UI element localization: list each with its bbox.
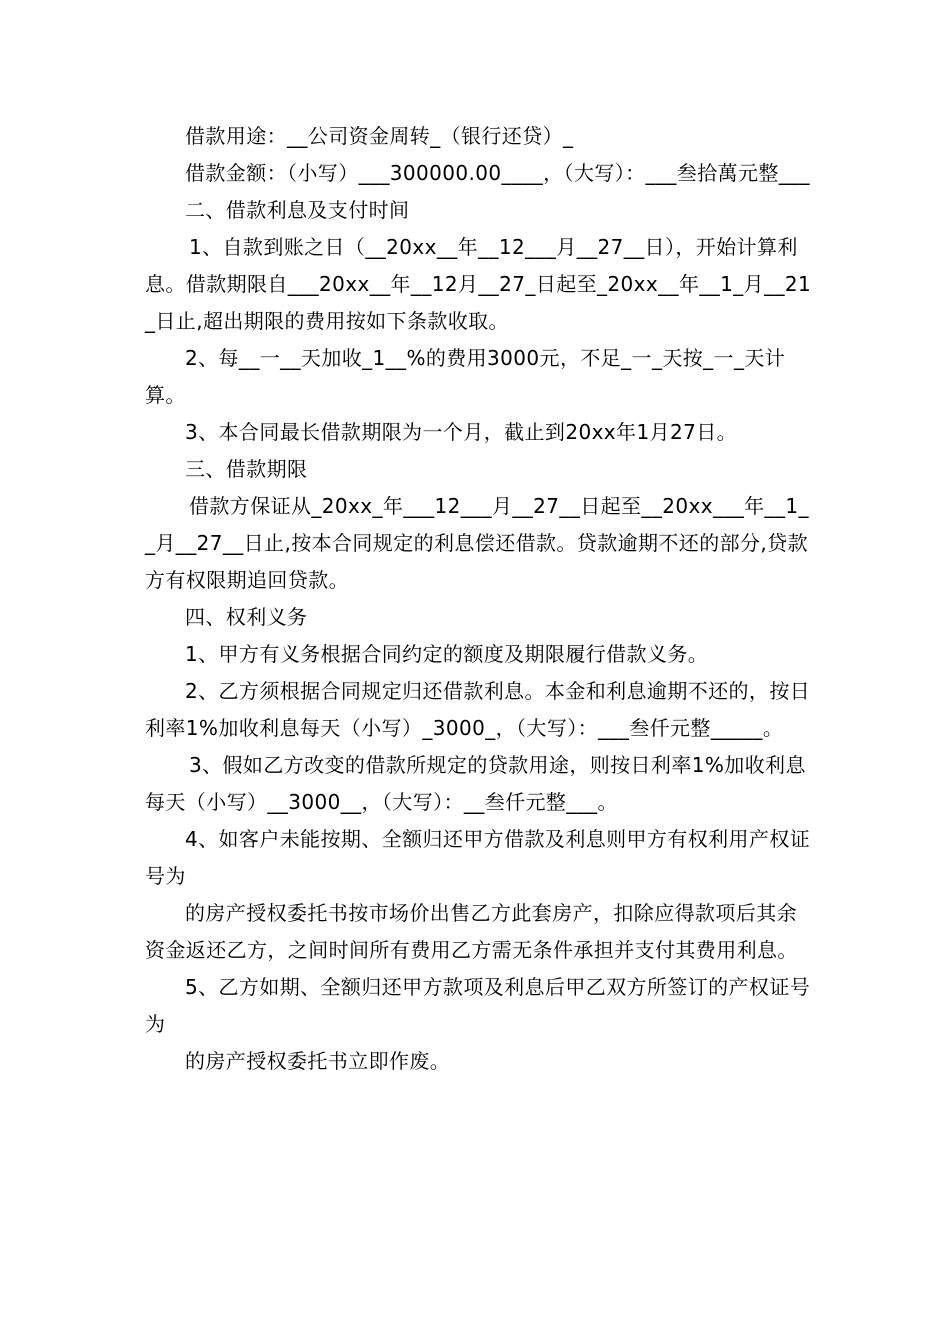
paragraph-party-b-repayment: 2、乙方须根据合同规定归还借款利息。本金和利息逾期不还的，按日利率1%加收利息每天（小写）_3000_，（大写）：___叁仟元整_____。 [145, 679, 811, 740]
paragraph-loan-purpose: 借款用途：__公司资金周转_（银行还贷）_ [185, 124, 574, 148]
paragraph-default-clause: 4、如客户未能按期、全额归还甲方借款及利息则甲方有权利用产权证号为 [145, 827, 811, 888]
paragraph-loan-amount: 借款金额：（小写）___300000.00____，（大写）：___叁拾萬元整___ [185, 161, 810, 185]
section-heading-rights: 四、权利义务 [185, 605, 308, 629]
paragraph-max-term: 3、本合同最长借款期限为一个月，截止到20xx年1月27日。 [185, 420, 738, 444]
paragraph-daily-fee: 2、每__一__天加收_1__%的费用3000元，不足_一_天按_一_天计算。 [145, 346, 786, 407]
paragraph-interest-start: 1、自款到账之日（__20xx__年__12___月__27__日），开始计算利息。借款期限自___20xx__年__12月__27_日起至_20xx__年__1_月__21_日止,超出期限的费用按如下条款收取。 [145, 235, 812, 333]
paragraph-authorization-void: 的房产授权委托书立即作废。 [185, 1049, 451, 1073]
paragraph-property-sale: 的房产授权委托书按市场价出售乙方此套房产，扣除应得款项后其余资金返还乙方，之间时间所有费用乙方需无条件承担并支付其费用利息。 [145, 901, 798, 962]
paragraph-party-a-obligation: 1、甲方有义务根据合同约定的额度及期限履行借款义务。 [185, 642, 709, 666]
paragraph-purpose-change: 3、假如乙方改变的借款所规定的贷款用途，则按日利率1%加收利息每天（小写）__3000__，（大写）：__叁仟元整___。 [145, 753, 806, 814]
paragraph-borrower-guarantee: 借款方保证从_20xx_年___12___月__27__日起至__20xx___年__1__月__27__日止,按本合同规定的利息偿还借款。贷款逾期不还的部分,贷款方有权限期追回贷款。 [145, 494, 809, 592]
paragraph-repayment-clause: 5、乙方如期、全额归还甲方款项及利息后甲乙双方所签订的产权证号为 [145, 975, 811, 1036]
document-body [145, 118, 813, 1080]
section-heading-term: 三、借款期限 [185, 457, 308, 481]
section-heading-interest: 二、借款利息及支付时间 [185, 198, 410, 222]
